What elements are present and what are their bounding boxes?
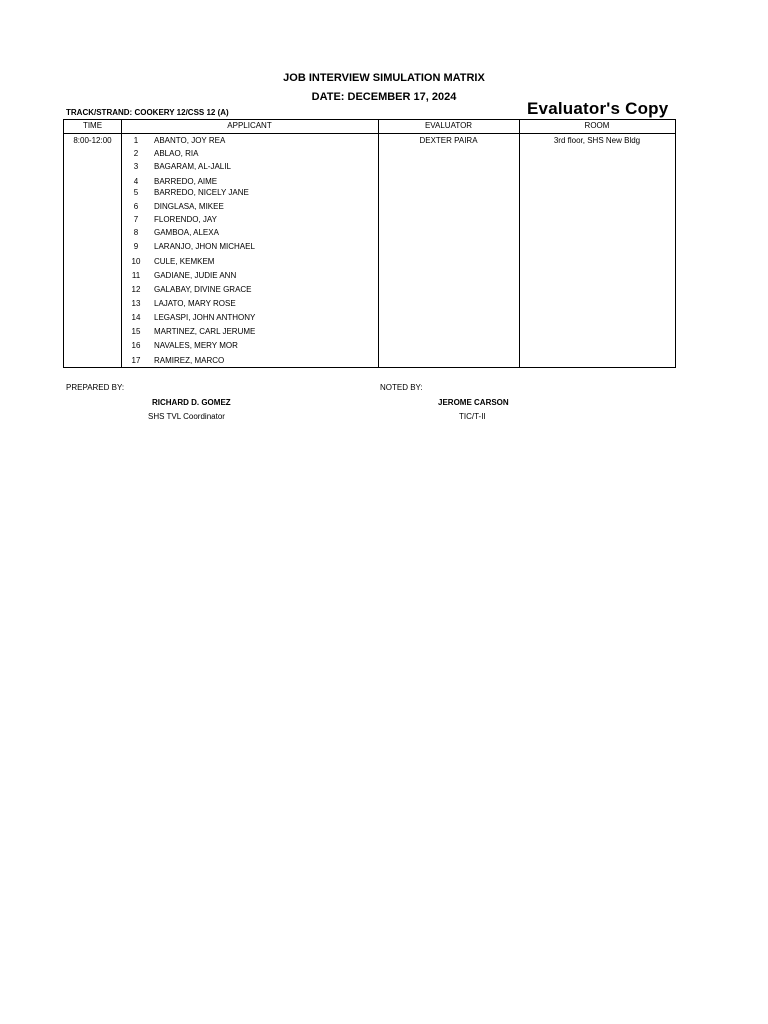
applicant-name: LAJATO, MARY ROSE [154,299,236,308]
noted-by-name: JEROME CARSON [438,398,509,407]
row-number: 4 [133,177,139,186]
applicant-name: BAGARAM, AL-JALIL [154,162,231,171]
noted-by-title: TIC/T-II [459,412,486,421]
column-divider [519,120,520,367]
prepared-by-name: RICHARD D. GOMEZ [152,398,231,407]
schedule-table [63,119,676,368]
copy-label: Evaluator's Copy [527,99,669,118]
room-location: 3rd floor, SHS New Bldg [553,136,641,145]
applicant-name: NAVALES, MERY MOR [154,341,238,350]
header-room: ROOM [584,121,610,130]
applicant-name: LARANJO, JHON MICHAEL [154,242,255,251]
row-number: 13 [131,299,141,308]
applicant-name: GADIANE, JUDIE ANN [154,271,237,280]
track-strand: TRACK/STRAND: COOKERY 12/CSS 12 (A) [66,108,229,117]
row-number: 15 [131,327,141,336]
document-date: DATE: DECEMBER 17, 2024 [311,91,457,103]
applicant-name: CULE, KEMKEM [154,257,215,266]
row-number: 14 [131,313,141,322]
prepared-by-label: PREPARED BY: [66,383,125,392]
header-applicant: APPLICANT [227,121,272,130]
header-evaluator: EVALUATOR [424,121,473,130]
row-number: 9 [133,242,139,251]
applicant-name: BARREDO, AIME [154,177,218,186]
header-time: TIME [82,121,103,130]
applicant-name: BARREDO, NICELY JANE [154,188,249,197]
applicant-name: FLORENDO, JAY [154,215,217,224]
row-number: 17 [131,356,141,365]
row-number: 11 [131,271,141,280]
row-number: 1 [133,136,139,145]
column-divider [121,120,122,367]
row-number: 3 [133,162,139,171]
applicant-name: MARTINEZ, CARL JERUME [154,327,256,336]
applicant-name: DINGLASA, MIKEE [154,202,224,211]
applicant-name: ABANTO, JOY REA [154,136,226,145]
row-number: 6 [133,202,139,211]
column-divider [378,120,379,367]
evaluator-name: DEXTER PAIRA [419,136,478,145]
row-number: 7 [133,215,139,224]
row-number: 10 [131,257,141,266]
row-number: 12 [131,285,141,294]
row-number: 16 [131,341,141,350]
prepared-by-title: SHS TVL Coordinator [148,412,225,421]
noted-by-label: NOTED BY: [380,383,423,392]
document-title: JOB INTERVIEW SIMULATION MATRIX [283,72,485,84]
time-slot: 8:00-12:00 [73,136,112,145]
header-divider [64,133,675,134]
row-number: 8 [133,228,139,237]
applicant-name: LEGASPI, JOHN ANTHONY [154,313,256,322]
row-number: 5 [133,188,139,197]
row-number: 2 [133,149,139,158]
applicant-name: GAMBOA, ALEXA [154,228,219,237]
applicant-name: GALABAY, DIVINE GRACE [154,285,252,294]
applicant-name: ABLAO, RIA [154,149,199,158]
applicant-name: RAMIREZ, MARCO [154,356,225,365]
